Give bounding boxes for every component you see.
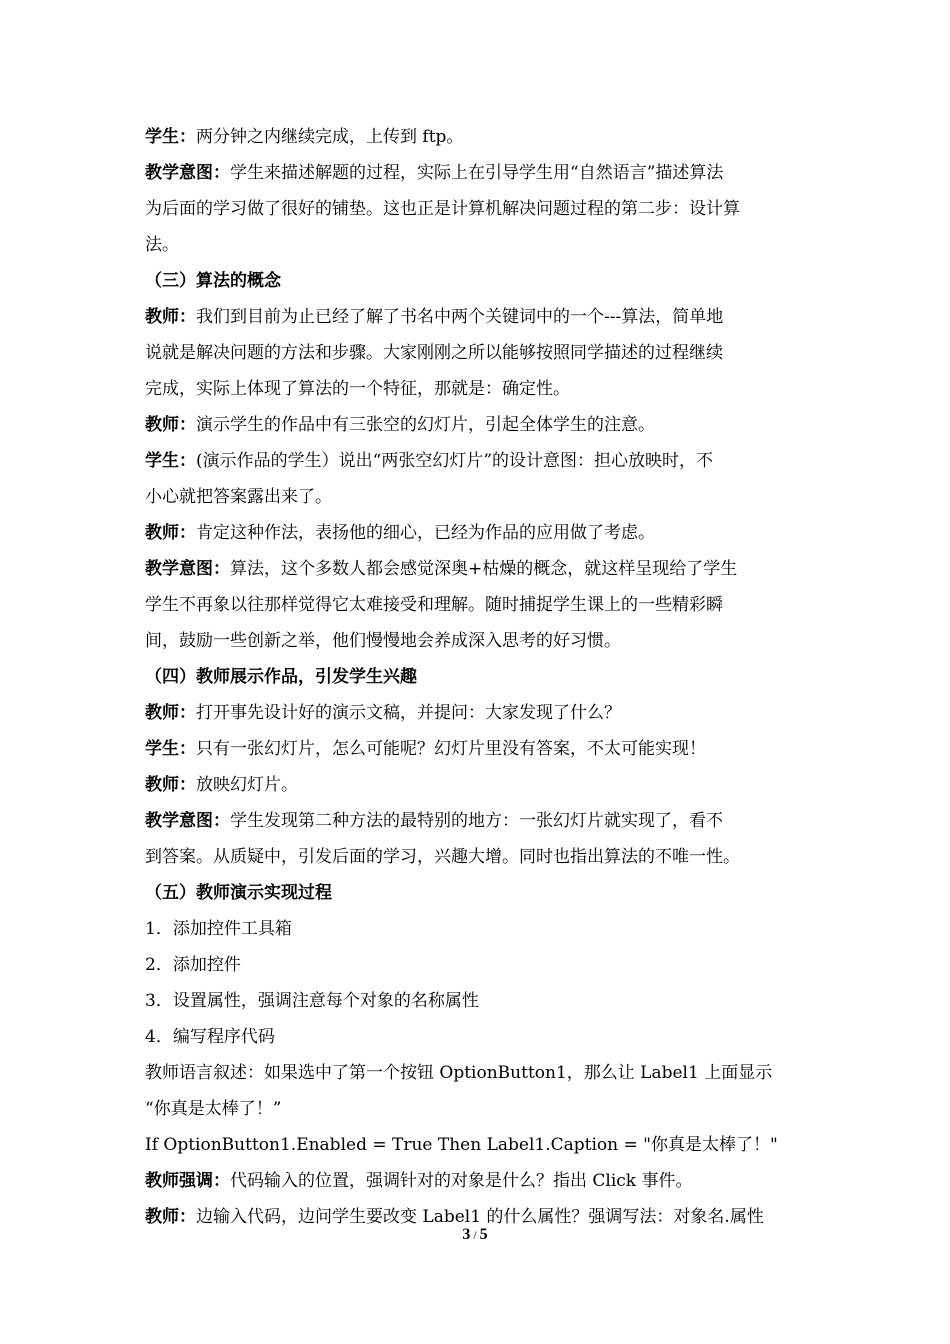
line-text: “你真是太棒了！” [145, 1099, 282, 1119]
paragraph-line [145, 731, 815, 767]
line-text: 演示学生的作品中有三张空的幻灯片，引起全体学生的注意。 [196, 415, 655, 435]
speaker-label: 教师： [145, 1207, 196, 1227]
speaker-label: 教学意图： [145, 163, 230, 183]
paragraph-line [145, 623, 815, 659]
speaker-label: 学生： [145, 451, 196, 471]
line-text: 为后面的学习做了很好的铺垫。这也正是计算机解决问题过程的第二步：设计算 [145, 199, 740, 219]
paragraph-line [145, 335, 815, 371]
line-text: 学生不再象以往那样觉得它太难接受和理解。随时捕捉学生课上的一些精彩瞬 [145, 595, 723, 615]
line-text: 只有一张幻灯片，怎么可能呢？幻灯片里没有答案，不太可能实现！ [196, 739, 706, 759]
paragraph-line [145, 875, 815, 911]
current-page: 3 [462, 1226, 471, 1243]
paragraph-line [145, 515, 815, 551]
line-text: 两分钟之内继续完成，上传到 ftp。 [196, 127, 464, 147]
speaker-label: （四）教师展示作品，引发学生兴趣 [145, 667, 417, 687]
speaker-label: 教师： [145, 415, 196, 435]
line-text: 法。 [145, 235, 179, 255]
paragraph-line [145, 947, 815, 983]
line-text: 学生发现第二种方法的最特别的地方：一张幻灯片就实现了，看不 [230, 811, 723, 831]
paragraph-line [145, 479, 815, 515]
paragraph-line [145, 443, 815, 479]
speaker-label: 学生： [145, 127, 196, 147]
paragraph-line [145, 695, 815, 731]
page-number [0, 1226, 950, 1244]
paragraph-line [145, 839, 815, 875]
paragraph-line [145, 119, 815, 155]
line-text: 说就是解决问题的方法和步骤。大家刚刚之所以能够按照同学描述的过程继续 [145, 343, 723, 363]
speaker-label: 教师： [145, 307, 196, 327]
line-text: 3．设置属性，强调注意每个对象的名称属性 [145, 991, 479, 1011]
line-text: 间，鼓励一些创新之举，他们慢慢地会养成深入思考的好习惯。 [145, 631, 621, 651]
paragraph-line [145, 371, 815, 407]
paragraph-line [145, 803, 815, 839]
line-text: (演示作品的学生）说出“两张空幻灯片”的设计意图：担心放映时，不 [196, 451, 714, 471]
line-text: 小心就把答案露出来了。 [145, 487, 332, 507]
paragraph-line [145, 1163, 815, 1199]
paragraph-line [145, 983, 815, 1019]
paragraph-line [145, 263, 815, 299]
paragraph-line [145, 767, 815, 803]
speaker-label: 教师： [145, 703, 196, 723]
line-text: 算法，这个多数人都会感觉深奥+枯燥的概念，就这样呈现给了学生 [230, 559, 738, 579]
paragraph-line [145, 1055, 815, 1091]
line-text: 边输入代码，边问学生要改变 Label1 的什么属性？强调写法：对象名.属性 [196, 1207, 764, 1227]
paragraph-line [145, 155, 815, 191]
speaker-label: 教师： [145, 775, 196, 795]
line-text: 教师语言叙述：如果选中了第一个按钮 OptionButton1，那么让 Label1 上面显示 [145, 1063, 773, 1083]
paragraph-line [145, 407, 815, 443]
paragraph-line [145, 551, 815, 587]
paragraph-line [145, 227, 815, 263]
page-separator: / [470, 1228, 480, 1242]
line-text: 完成，实际上体现了算法的一个特征，那就是：确定性。 [145, 379, 570, 399]
line-text: 到答案。从质疑中，引发后面的学习，兴趣大增。同时也指出算法的不唯一性。 [145, 847, 740, 867]
line-text: 学生来描述解题的过程，实际上在引导学生用“自然语言”描述算法 [230, 163, 724, 183]
paragraph-line [145, 587, 815, 623]
document-body [145, 119, 815, 1235]
speaker-label: 学生： [145, 739, 196, 759]
line-text: 代码输入的位置，强调针对的对象是什么？指出 Click 事件。 [230, 1171, 693, 1191]
line-text: 我们到目前为止已经了解了书名中两个关键词中的一个---算法，简单地 [196, 307, 724, 327]
paragraph-line [145, 911, 815, 947]
paragraph-line [145, 299, 815, 335]
paragraph-line [145, 659, 815, 695]
paragraph-line [145, 1091, 815, 1127]
speaker-label: 教师强调： [145, 1171, 230, 1191]
speaker-label: （五）教师演示实现过程 [145, 883, 332, 903]
total-pages: 5 [479, 1226, 488, 1243]
line-text: If OptionButton1.Enabled = True Then Label1.Caption = "你真是太棒了！" [145, 1135, 778, 1155]
line-text: 1．添加控件工具箱 [145, 919, 292, 939]
line-text: 2．添加控件 [145, 955, 241, 975]
speaker-label: 教学意图： [145, 559, 230, 579]
paragraph-line [145, 1019, 815, 1055]
line-text: 打开事先设计好的演示文稿，并提问：大家发现了什么？ [196, 703, 621, 723]
line-text: 肯定这种作法，表扬他的细心，已经为作品的应用做了考虑。 [196, 523, 655, 543]
line-text: 放映幻灯片。 [196, 775, 298, 795]
speaker-label: 教师： [145, 523, 196, 543]
paragraph-line [145, 1127, 815, 1163]
paragraph-line [145, 191, 815, 227]
line-text: 4．编写程序代码 [145, 1027, 275, 1047]
speaker-label: 教学意图： [145, 811, 230, 831]
speaker-label: （三）算法的概念 [145, 271, 281, 291]
